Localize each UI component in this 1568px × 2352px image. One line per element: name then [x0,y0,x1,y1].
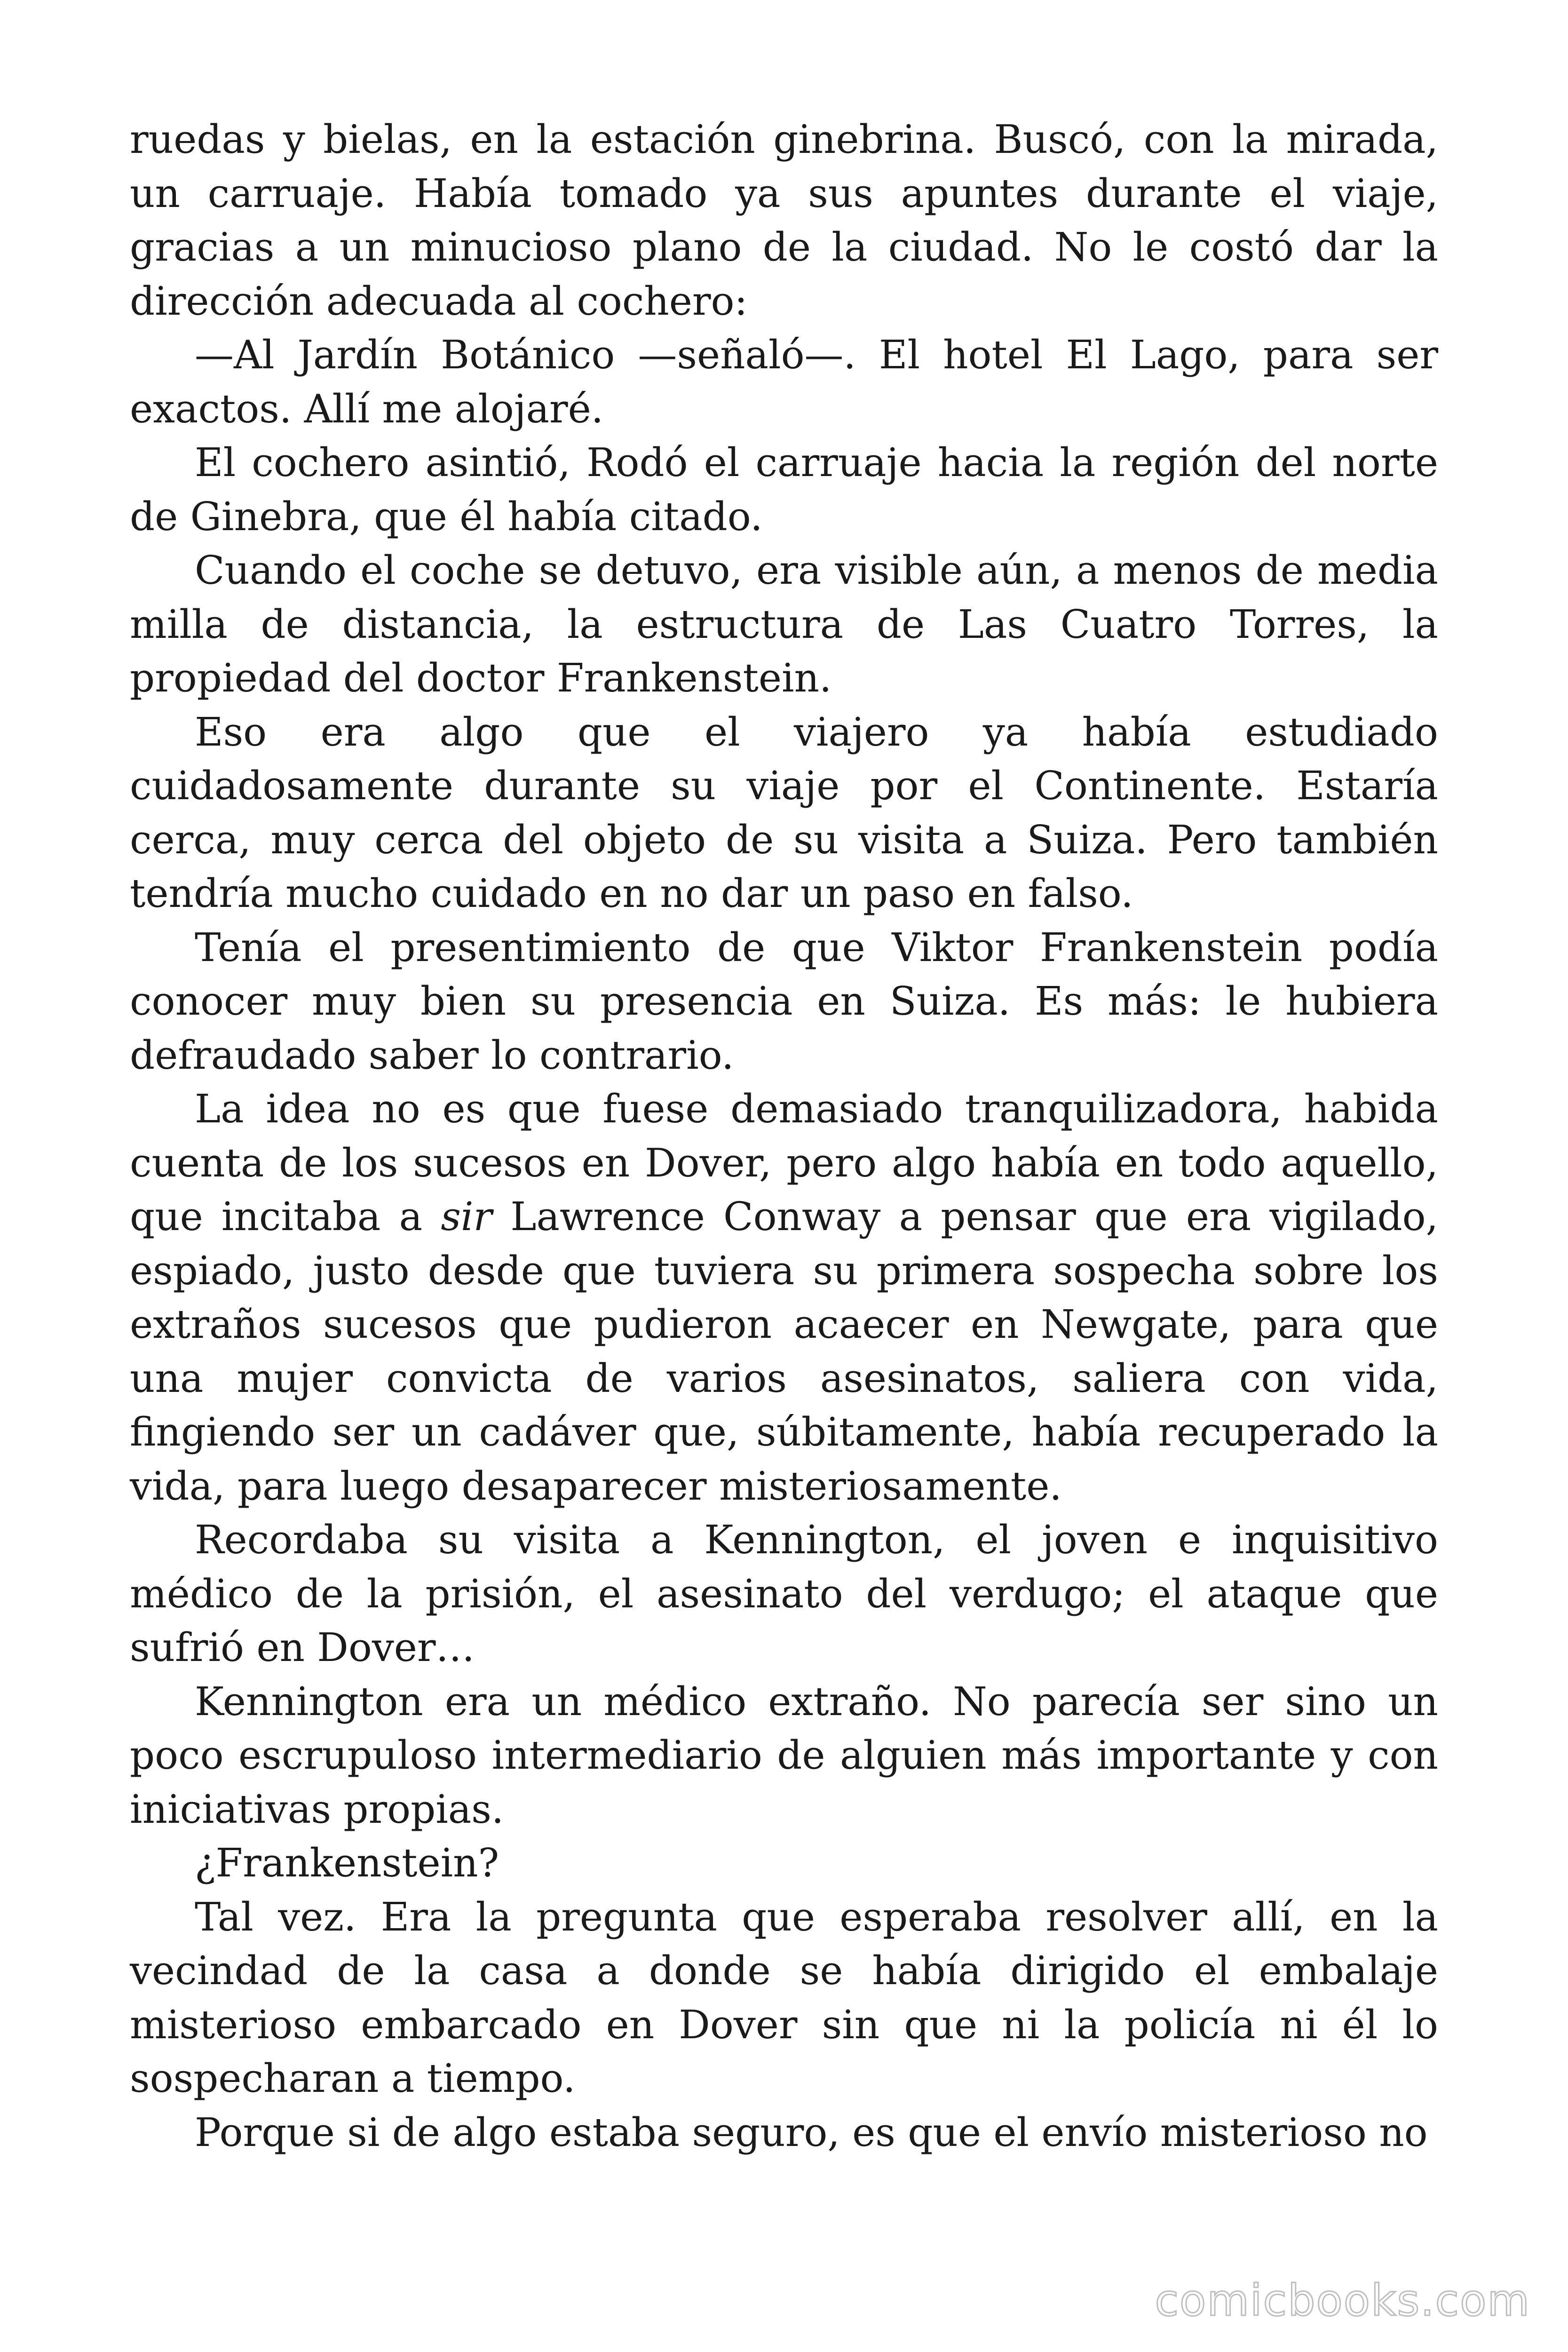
paragraph [130,328,1438,436]
text-run: ¿Frankenstein? [195,1840,499,1886]
text-run: ruedas y bielas, en la estación ginebrina. Buscó, con la mirada, un carruaje. Había tomado ya sus apuntes durante el viaje, gracias a un minucioso plano de la ciudad. No le costó dar la dirección adecuada al cochero: [130,117,1438,324]
paragraph [130,2106,1438,2160]
text-run: Kennington era un médico extraño. No parecía ser sino un poco escrupuloso intermediario de alguien más importante y con iniciativas propias. [130,1678,1438,1832]
paragraph [130,1891,1438,2106]
text-run: La idea no es que fuese demasiado tranquilizadora, habida cuenta de los sucesos en Dover, pero algo había en todo aquello, que incitaba a [130,1086,1438,1240]
paragraph [130,113,1438,328]
text-run: Recordaba su visita a Kennington, el joven e inquisitivo médico de la prisión, el asesinato del verdugo; el ataque que sufrió en Dover… [130,1517,1438,1670]
paragraph [130,544,1438,706]
italic-text: sir [441,1194,492,1240]
paragraph [130,1082,1438,1513]
text-run: Eso era algo que el viajero ya había estudiado cuidadosamente durante su viaje por el Continente. Estaría cerca, muy cerca del objeto de su visita a Suiza. Pero también tendría mucho cuidado en no dar un paso en falso. [130,709,1438,916]
text-run: Tenía el presentimiento de que Viktor Frankenstein podía conocer muy bien su presencia en Suiza. Es más: le hubiera defraudado saber lo contrario. [130,924,1438,1078]
text-run: Porque si de algo estaba seguro, es que el envío misterioso no [195,2109,1428,2155]
paragraph [130,1513,1438,1675]
text-run: Lawrence Conway a pensar que era vigilado, espiado, justo desde que tuviera su primera sospecha sobre los extraños sucesos que pudieron acaecer en Newgate, para que una mujer convicta de varios asesinatos, saliera con vida, fingiendo ser un cadáver que, súbitamente, había recuperado la vida, para luego desaparecer misteriosamente. [130,1194,1439,1509]
paragraph [130,1836,1438,1891]
watermark: comicbooks.com [1155,2275,1530,2326]
paragraph [130,1675,1438,1837]
text-run: —Al Jardín Botánico —señaló—. El hotel El Lago, para ser exactos. Allí me alojaré. [130,332,1438,432]
paragraph [130,921,1438,1083]
body-text [130,113,1438,2160]
paragraph [130,706,1438,921]
text-run: Cuando el coche se detuvo, era visible aún, a menos de media milla de distancia, la estructura de Las Cuatro Torres, la propiedad del doctor Frankenstein. [130,548,1438,701]
text-run: Tal vez. Era la pregunta que esperaba resolver allí, en la vecindad de la casa a donde se había dirigido el embalaje misterioso embarcado en Dover sin que ni la policía ni él lo sospecharan a tiempo. [130,1894,1438,2101]
paragraph [130,436,1438,544]
text-run: El cochero asintió, Rodó el carruaje hacia la región del norte de Ginebra, que él había citado. [130,440,1438,540]
